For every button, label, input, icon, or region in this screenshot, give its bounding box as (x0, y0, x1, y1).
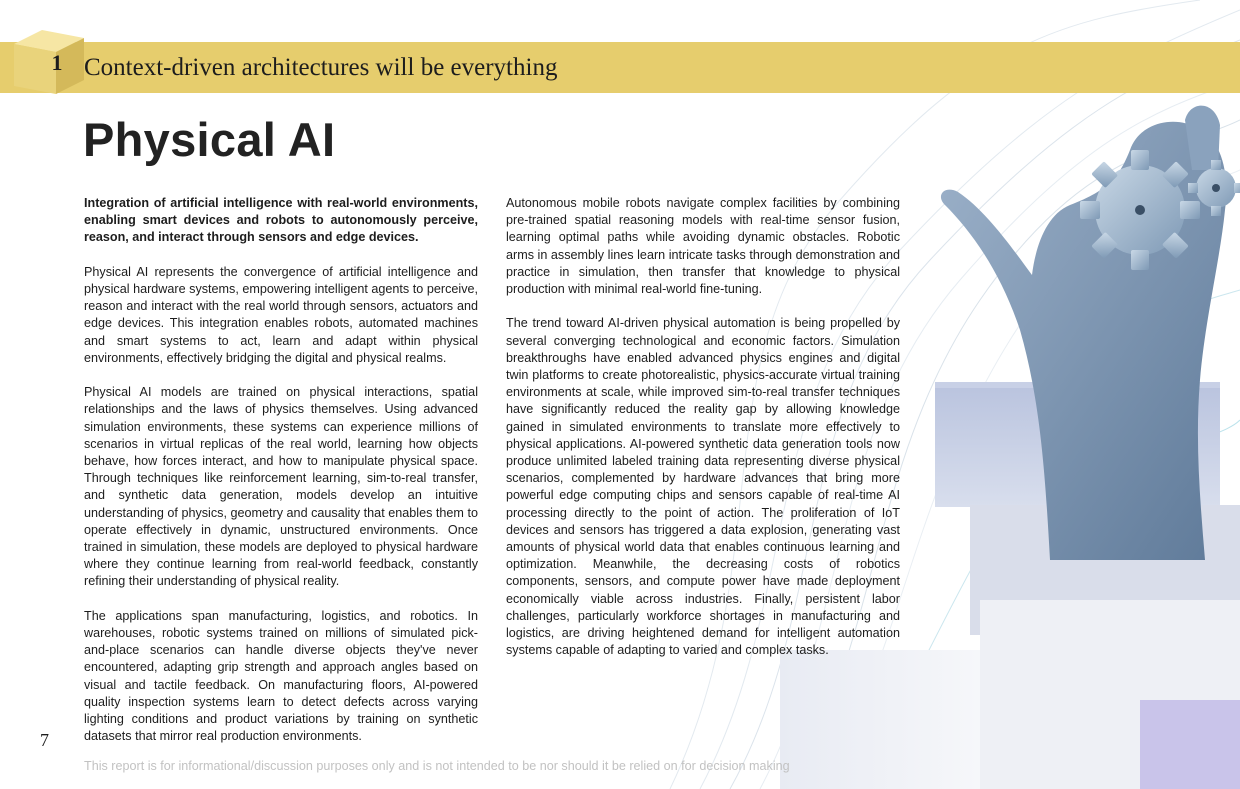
page-number: 7 (40, 730, 49, 750)
lead-paragraph: Integration of artificial intelligence with real-world environments, enabling smart devices and robots to autonomously perceive, reason, and interact through sensors and edge devices. (84, 196, 478, 245)
body-paragraph: The applications span manufacturing, logistics, and robotics. In warehouses, robotic systems trained on millions of simulated pick-and-place scenarios can handle diverse objects they've never encountered, adapting grip strength and approach angles based on visual and tactile feedback. On manufacturing floors, AI-powered quality inspection systems learn to detect defects across varying lighting conditions and product variations by training on synthetic datasets that mirror real production environments. (84, 608, 478, 744)
body-paragraph: Physical AI represents the convergence of artificial intelligence and physical hardware systems, empowering intelligent agents to perceive, reason and interact with the real world through sensors, actuators and edge devices. This integration enables robots, automated machines and smart systems to act, learn and adapt within physical environments, effectively bridging the digital and physical realms. (84, 264, 478, 365)
page-title: Physical AI (83, 113, 336, 166)
section-number: 1 (51, 50, 63, 75)
disclaimer: This report is for informational/discussion purposes only and is not intended to be nor should it be relied on for decision making (84, 759, 790, 773)
right-column (506, 195, 900, 677)
gear-icon (1080, 150, 1200, 270)
body-paragraph: Physical AI models are trained on physical interactions, spatial relationships and the laws of physics themselves. Using advanced simulation environments, these systems can experience millions of scenarios in virtual replicas of the real world, learning how objects behave, how forces interact, and how to manipulate physical space. Through techniques like reinforcement learning, sim-to-real transfer, and synthetic data generation, models develop an intuitive understanding of physics, geometry and causality that enables them to operate effectively in dynamic, unstructured environments. Once trained in simulation, these models are deployed to physical hardware where they continue learning from real-world feedback, constantly refining their understanding of physical reality. (84, 385, 478, 589)
body-paragraph: The trend toward AI-driven physical automation is being propelled by several converging technological and economic factors. Simulation breakthroughs have enabled advanced physics engines and digital twin platforms to create photorealistic, physics-accurate virtual training environments at scale, while improved sim-to-real transfer techniques have significantly reduced the reality gap by allowing knowledge gained in simulated environments to translate more effectively to physical applications. AI-powered synthetic data generation tools now produce unlimited labeled training data representing diverse physical scenarios, complemented by hardware advances that bring more powerful edge computing chips and sensors capable of real-time AI processing directly to the point of action. The proliferation of IoT devices and sensors has triggered a data explosion, generating vast amounts of physical world data that enables continuous learning and optimization. Meanwhile, the decreasing costs of robotics components, sensors, and compute power have made deployment economically viable across industries. Finally, persistent labor challenges, particularly workforce shortages in manufacturing and logistics, are driving heightened demand for intelligent automation systems capable of adapting to varied and complex tasks. (506, 316, 900, 658)
left-column (84, 195, 478, 763)
body-paragraph: Autonomous mobile robots navigate complex facilities by combining pre-trained spatial reasoning models with real-time sensor fusion, learning optimal paths while avoiding dynamic obstacles. Robotic arms in assembly lines learn intricate tasks through demonstration and practice in simulation, then transfer that knowledge to physical production with minimal real-world fine-tuning. (506, 196, 900, 297)
section-title: Context-driven architectures will be everything (84, 54, 558, 81)
